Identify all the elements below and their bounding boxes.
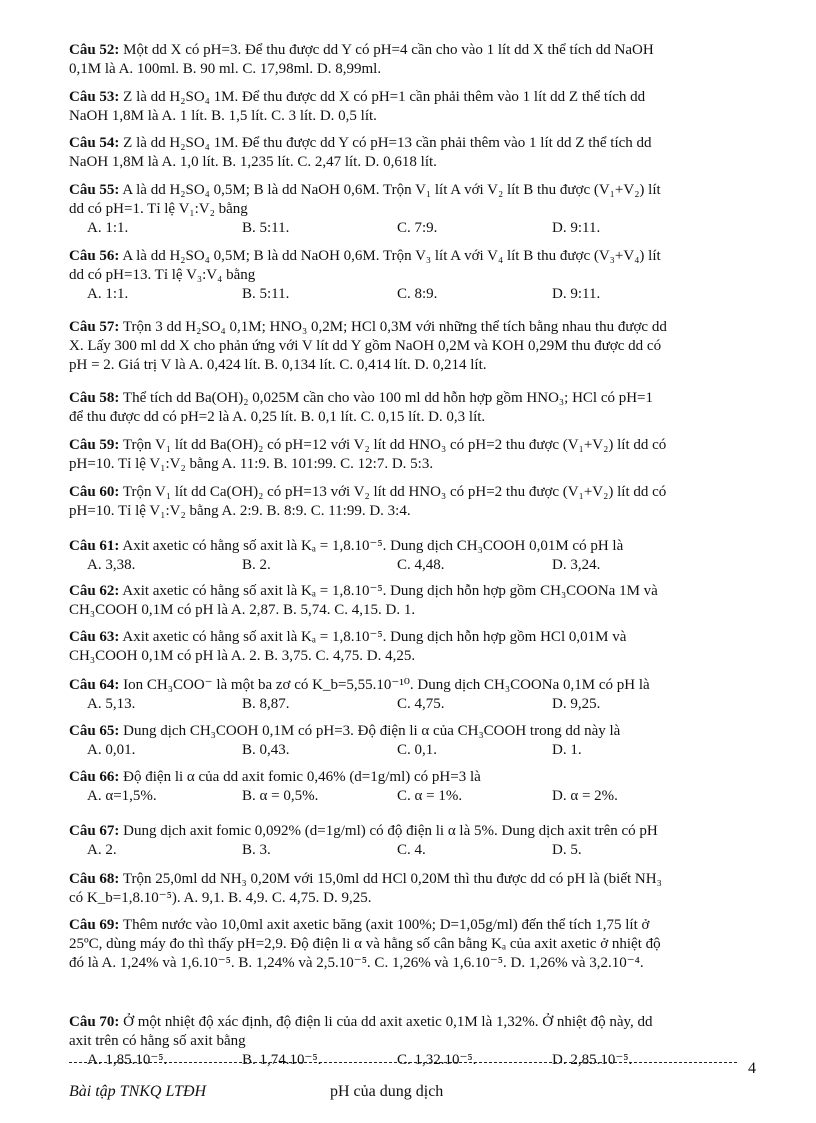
question-label: Câu 62: xyxy=(69,583,120,599)
question-text: Z là dd H₂SO₄ 1M. Để thu được dd X có pH=1 cần phải thêm vào 1 lít dd Z thể tích dd xyxy=(123,89,646,105)
question-text: để thu được dd có pH=2 là A. 0,25 lít. B. 0,1 lít. C. 0,15 lít. D. 0,3 lít. xyxy=(69,409,486,425)
question-block xyxy=(69,247,761,304)
question-label: Câu 56: xyxy=(69,248,120,264)
answer-option: C. α = 1%. xyxy=(397,788,463,804)
question-block xyxy=(69,134,761,172)
question-text: Dung dịch axit fomic 0,092% (d=1g/ml) có độ điện li α là 5%. Dung dịch axit trên có pH xyxy=(123,823,658,839)
question-text: Axit axetic có hằng số axit là Kₐ = 1,8.10⁻⁵. Dung dịch CH₃COOH 0,01M có pH là xyxy=(122,538,624,554)
question-text-line xyxy=(69,88,761,107)
question-text: Độ điện li α của dd axit fomic 0,46% (d=1g/ml) có pH=3 là xyxy=(123,769,481,785)
question-label: Câu 64: xyxy=(69,677,120,693)
answer-option: A. 3,38. xyxy=(87,557,136,573)
answer-option: D. 9:11. xyxy=(552,220,601,236)
answer-options xyxy=(69,841,761,860)
question-block xyxy=(69,822,761,860)
answer-option: B. 5:11. xyxy=(242,286,290,302)
question-block xyxy=(69,389,761,427)
question-text-line xyxy=(69,537,761,556)
question-text: Axit axetic có hằng số axit là Kₐ = 1,8.10⁻⁵. Dung dịch hỗn hợp gồm HCl 0,01M và xyxy=(122,629,627,645)
question-text-line xyxy=(69,1013,761,1032)
answer-option: D. α = 2%. xyxy=(552,788,618,804)
answer-option: B. 1,74.10⁻⁵. xyxy=(242,1052,322,1068)
answer-option: B. 3. xyxy=(242,842,271,858)
question-text: pH = 2. Giá trị V là A. 0,424 lít. B. 0,134 lít. C. 0,414 lít. D. 0,214 lít. xyxy=(69,357,487,373)
question-text-line xyxy=(69,628,761,647)
question-text: NaOH 1,8M là A. 1 lít. B. 1,5 lít. C. 3 lít. D. 0,5 lít. xyxy=(69,108,377,124)
question-label: Câu 57: xyxy=(69,319,120,335)
footer-divider xyxy=(69,1062,737,1063)
question-text-line xyxy=(69,483,761,502)
question-text-line xyxy=(69,41,761,60)
question-text-line xyxy=(69,337,761,356)
question-text-line xyxy=(69,247,761,266)
question-text-line xyxy=(69,356,761,375)
answer-options xyxy=(69,1051,761,1070)
answer-option: D. 3,24. xyxy=(552,557,601,573)
question-block xyxy=(69,628,761,666)
answer-option: A. α=1,5%. xyxy=(87,788,157,804)
question-text: dd có pH=1. Tỉ lệ V₁:V₂ bằng xyxy=(69,201,248,217)
answer-option: B. 0,43. xyxy=(242,742,290,758)
answer-options xyxy=(69,556,761,575)
question-text: CH₃COOH 0,1M có pH là A. 2,87. B. 5,74. C. 4,15. D. 1. xyxy=(69,602,416,618)
question-label: Câu 61: xyxy=(69,538,120,554)
question-label: Câu 68: xyxy=(69,871,120,887)
answer-option: C. 1,32.10⁻⁵. xyxy=(397,1052,477,1068)
question-text: Ở một nhiệt độ xác định, độ điện li của dd axit axetic 0,1M là 1,32%. Ở nhiệt độ này, dd xyxy=(123,1014,653,1030)
answer-options xyxy=(69,741,761,760)
question-text: Thể tích dd Ba(OH)₂ 0,025M cần cho vào 100 ml dd hỗn hợp gồm HNO₃; HCl có pH=1 xyxy=(122,390,654,406)
question-text-line xyxy=(69,134,761,153)
question-text-line xyxy=(69,181,761,200)
answer-option: C. 4,75. xyxy=(397,696,445,712)
question-text-line xyxy=(69,582,761,601)
question-text: Trộn V₁ lít dd Ca(OH)₂ có pH=13 với V₂ lít dd HNO₃ có pH=2 thu được (V₁+V₂) lít dd có xyxy=(122,484,667,500)
question-block xyxy=(69,768,761,806)
question-text: Trộn 3 dd H₂SO₄ 0,1M; HNO₃ 0,2M; HCl 0,3M với những thể tích bằng nhau thu được dd xyxy=(122,319,667,335)
question-text: có K_b=1,8.10⁻⁵). A. 9,1. B. 4,9. C. 4,75. D. 9,25. xyxy=(69,890,372,906)
answer-option: D. 9:11. xyxy=(552,286,601,302)
question-label: Câu 59: xyxy=(69,437,120,453)
question-text: Axit axetic có hằng số axit là Kₐ = 1,8.10⁻⁵. Dung dịch hỗn hợp gồm CH₃COONa 1M và xyxy=(122,583,658,599)
question-block xyxy=(69,88,761,126)
question-label: Câu 69: xyxy=(69,917,120,933)
answer-option: C. 7:9. xyxy=(397,220,438,236)
answer-option: A. 1:1. xyxy=(87,220,129,236)
answer-options xyxy=(69,219,761,238)
question-text-line xyxy=(69,1032,761,1051)
answer-option: D. 2,85.10⁻⁵. xyxy=(552,1052,633,1068)
question-text: Thêm nước vào 10,0ml axit axetic băng (axit 100%; D=1,05g/ml) đến thể tích 1,75 lít ở xyxy=(122,917,650,933)
question-text-line xyxy=(69,455,761,474)
footer-left-title: Bài tập TNKQ LTĐH xyxy=(69,1083,207,1100)
question-text: Trộn V₁ lít dd Ba(OH)₂ có pH=12 với V₂ lít dd HNO₃ có pH=2 thu được (V₁+V₂) lít dd có xyxy=(122,437,667,453)
question-text-line xyxy=(69,60,761,79)
answer-option: A. 1:1. xyxy=(87,286,129,302)
question-text: Trộn 25,0ml dd NH₃ 0,20M với 15,0ml dd HCl 0,20M thì thu được dd có pH là (biết NH₃ xyxy=(122,871,662,887)
question-label: Câu 53: xyxy=(69,89,120,105)
answer-option: D. 1. xyxy=(552,742,582,758)
question-text: pH=10. Tỉ lệ V₁:V₂ bằng A. 2:9. B. 8:9. C. 11:99. D. 3:4. xyxy=(69,503,411,519)
question-block xyxy=(69,916,761,973)
question-text-line xyxy=(69,408,761,427)
answer-option: A. 1,85.10⁻⁵. xyxy=(87,1052,168,1068)
question-text-line xyxy=(69,436,761,455)
footer-right-title: pH của dung dịch xyxy=(330,1083,444,1100)
answer-option: C. 8:9. xyxy=(397,286,438,302)
question-text: đó là A. 1,24% và 1,6.10⁻⁵. B. 1,24% và 2,5.10⁻⁵. C. 1,26% và 1,6.10⁻⁵. D. 1,26% và 3,2.10⁻⁴. xyxy=(69,955,644,971)
question-text: Dung dịch CH₃COOH 0,1M có pH=3. Độ điện li α của CH₃COOH trong dd này là xyxy=(123,723,621,739)
answer-options xyxy=(69,285,761,304)
answer-option: C. 4,48. xyxy=(397,557,445,573)
answer-options xyxy=(69,787,761,806)
question-label: Câu 70: xyxy=(69,1014,120,1030)
answer-option: B. 8,87. xyxy=(242,696,290,712)
answer-options xyxy=(69,695,761,714)
question-text-line xyxy=(69,822,761,841)
question-label: Câu 55: xyxy=(69,182,120,198)
question-text-line xyxy=(69,200,761,219)
question-text: 25ºC, dùng máy đo thì thấy pH=2,9. Độ điện li α và hằng số cân bằng Kₐ của axit axetic ở nhiệt độ xyxy=(69,936,661,952)
question-label: Câu 66: xyxy=(69,769,120,785)
answer-option: C. 4. xyxy=(397,842,426,858)
answer-option: B. α = 0,5%. xyxy=(242,788,319,804)
question-text: dd có pH=13. Tỉ lệ V₃:V₄ bằng xyxy=(69,267,256,283)
question-text: Ion CH₃COO⁻ là một ba zơ có K_b=5,55.10⁻¹⁰. Dung dịch CH₃COONa 0,1M có pH là xyxy=(123,677,650,693)
answer-option: D. 9,25. xyxy=(552,696,601,712)
question-text: CH₃COOH 0,1M có pH là A. 2. B. 3,75. C. 4,75. D. 4,25. xyxy=(69,648,416,664)
answer-option: A. 5,13. xyxy=(87,696,136,712)
question-text-line xyxy=(69,916,761,935)
question-text-line xyxy=(69,722,761,741)
question-label: Câu 54: xyxy=(69,135,120,151)
answer-option: A. 0,01. xyxy=(87,742,136,758)
question-text-line xyxy=(69,768,761,787)
question-text-line xyxy=(69,502,761,521)
question-text-line xyxy=(69,954,761,973)
question-text: A là dd H₂SO₄ 0,5M; B là dd NaOH 0,6M. Trộn V₃ lít A với V₄ lít B thu được (V₃+V₄) lít xyxy=(122,248,661,264)
question-text-line xyxy=(69,601,761,620)
question-text: X. Lấy 300 ml dd X cho phản ứng với V lít dd Y gồm NaOH 0,2M và KOH 0,29M thu được dd có xyxy=(69,338,662,354)
question-text-line xyxy=(69,676,761,695)
question-text-line xyxy=(69,647,761,666)
question-text: Một dd X có pH=3. Để thu được dd Y có pH=4 cần cho vào 1 lít dd X thể tích dd NaOH xyxy=(123,42,654,58)
question-text-line xyxy=(69,889,761,908)
question-label: Câu 52: xyxy=(69,42,120,58)
question-text: A là dd H₂SO₄ 0,5M; B là dd NaOH 0,6M. Trộn V₁ lít A với V₂ lít B thu được (V₁+V₂) lít xyxy=(122,182,661,198)
question-text-line xyxy=(69,870,761,889)
question-block xyxy=(69,41,761,79)
answer-option: C. 0,1. xyxy=(397,742,438,758)
answer-option: B. 2. xyxy=(242,557,271,573)
question-block xyxy=(69,318,761,375)
answer-option: A. 2. xyxy=(87,842,117,858)
question-block xyxy=(69,870,761,908)
page-number: 4 xyxy=(748,1060,756,1077)
question-label: Câu 60: xyxy=(69,484,120,500)
question-text-line xyxy=(69,389,761,408)
question-block xyxy=(69,483,761,521)
question-text-line xyxy=(69,318,761,337)
question-text: Z là dd H₂SO₄ 1M. Để thu được dd Y có pH=13 cần phải thêm vào 1 lít dd Z thể tích dd xyxy=(123,135,652,151)
question-label: Câu 58: xyxy=(69,390,120,406)
question-text-line xyxy=(69,935,761,954)
question-block xyxy=(69,582,761,620)
question-text: NaOH 1,8M là A. 1,0 lít. B. 1,235 lít. C. 2,47 lít. D. 0,618 lít. xyxy=(69,154,437,170)
question-block xyxy=(69,537,761,575)
question-text: 0,1M là A. 100ml. B. 90 ml. C. 17,98ml. D. 8,99ml. xyxy=(69,61,382,77)
question-text-line xyxy=(69,266,761,285)
question-block xyxy=(69,722,761,760)
answer-option: B. 5:11. xyxy=(242,220,290,236)
question-label: Câu 63: xyxy=(69,629,120,645)
question-block xyxy=(69,436,761,474)
question-text: pH=10. Tỉ lệ V₁:V₂ bằng A. 11:9. B. 101:99. C. 12:7. D. 5:3. xyxy=(69,456,434,472)
question-text: axit trên có hằng số axit bằng xyxy=(69,1033,246,1049)
answer-option: D. 5. xyxy=(552,842,582,858)
question-block xyxy=(69,181,761,238)
question-text-line xyxy=(69,153,761,172)
question-block xyxy=(69,676,761,714)
question-label: Câu 67: xyxy=(69,823,120,839)
question-text-line xyxy=(69,107,761,126)
question-label: Câu 65: xyxy=(69,723,120,739)
